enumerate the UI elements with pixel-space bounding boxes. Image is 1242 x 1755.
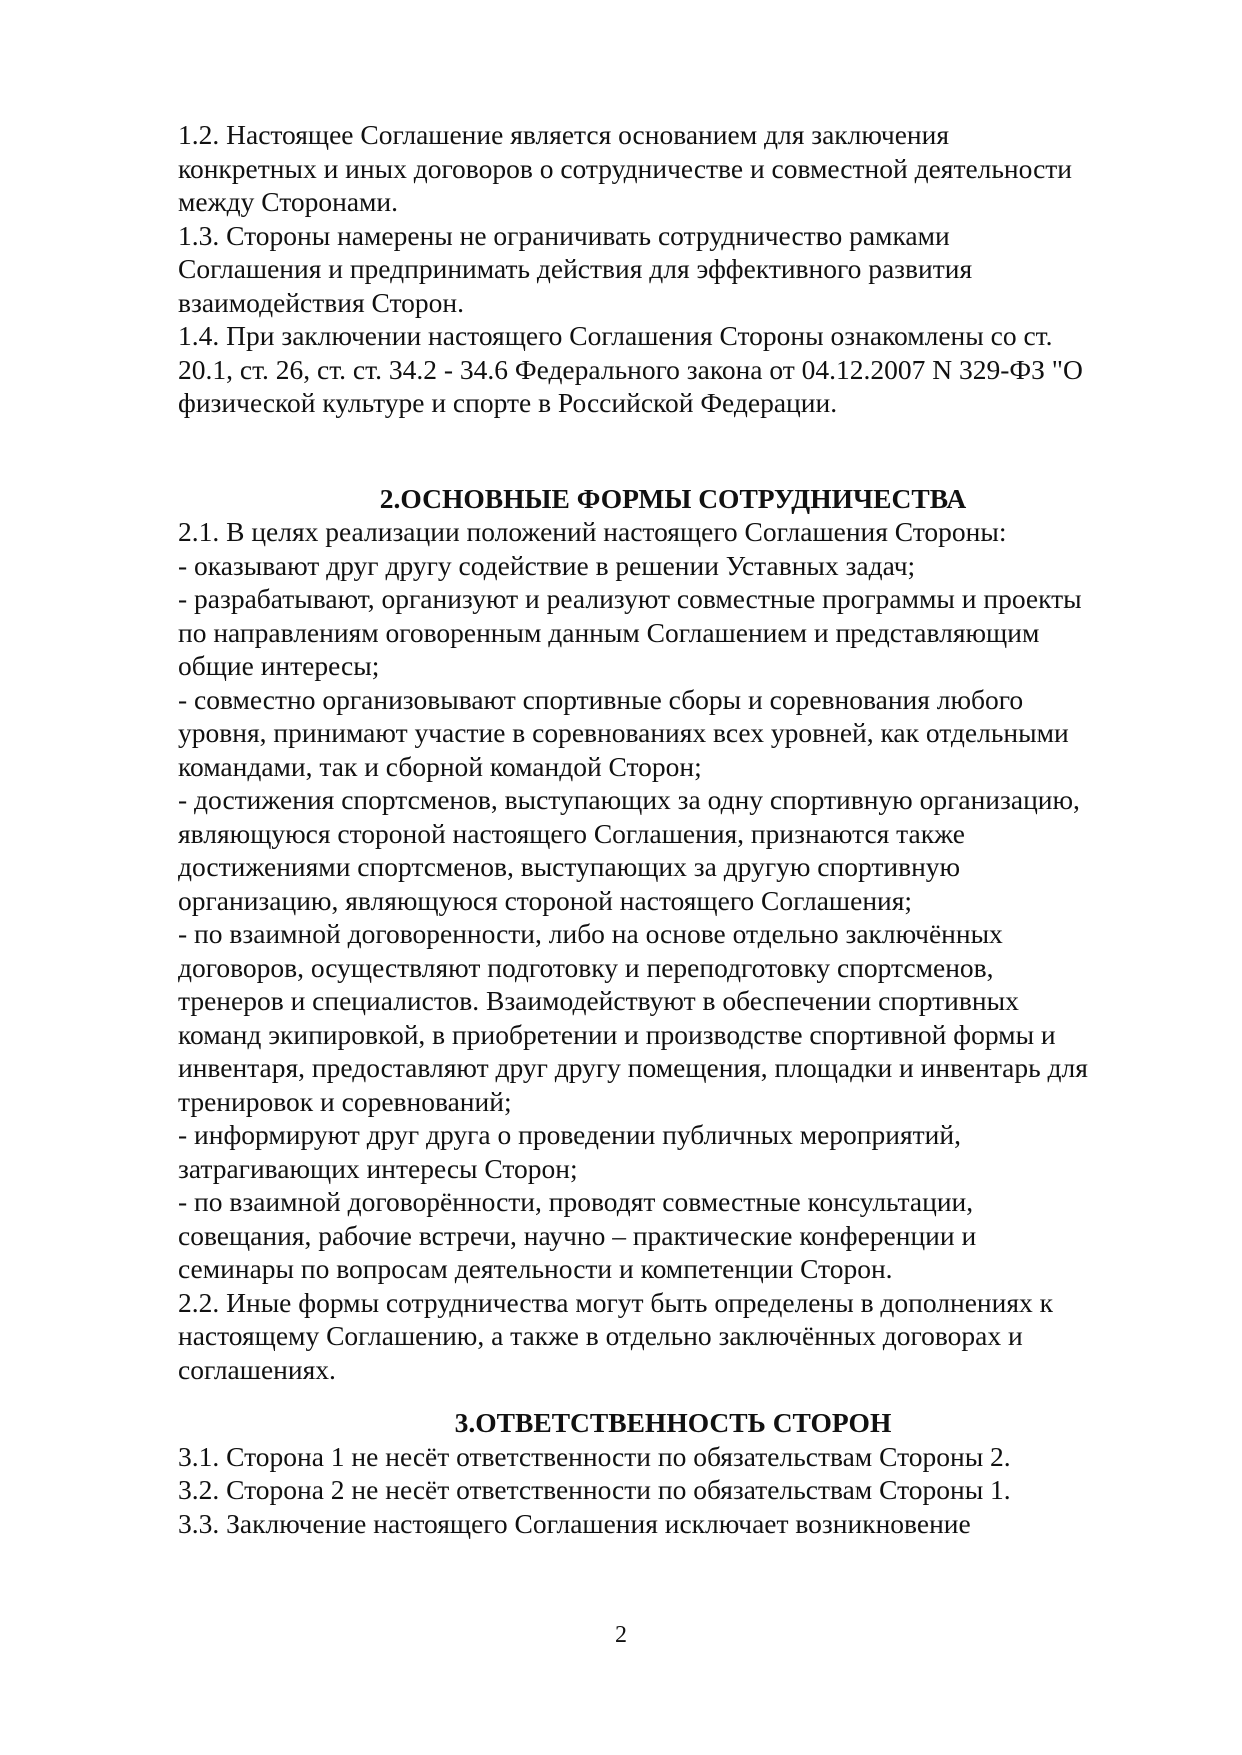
- text-line: семинары по вопросам деятельности и компетенции Сторон.: [178, 1253, 893, 1284]
- text-line: Соглашения и предпринимать действия для эффективного развития: [178, 253, 973, 284]
- text-line: 1.4. При заключении настоящего Соглашения Стороны ознакомлены со ст.: [178, 320, 1053, 351]
- text-line: физической культуре и спорте в Российской Федерации.: [178, 387, 838, 418]
- text-line: конкретных и иных договоров о сотрудничестве и совместной деятельности: [178, 152, 1073, 184]
- text-line: - достижения спортсменов, выступающих за одну спортивную организацию,: [178, 784, 1080, 815]
- text-line: 3.2. Сторона 2 не несёт ответственности по обязательствам Стороны 1.: [178, 1474, 1011, 1505]
- spacer: [178, 1386, 1168, 1406]
- section-3: [178, 1406, 1168, 1540]
- text-line: тренировок и соревнований;: [178, 1085, 512, 1117]
- section-heading: 2.ОСНОВНЫЕ ФОРМЫ СОТРУДНИЧЕСТВА: [379, 482, 967, 514]
- text-line: совещания, рабочие встречи, научно – практические конференции и: [178, 1219, 977, 1251]
- text-line: - оказывают друг другу содействие в решении Уставных задач;: [178, 549, 916, 581]
- text-line: 3.3. Заключение настоящего Соглашения исключает возникновение: [178, 1507, 971, 1539]
- text-line: настоящему Соглашению, а также в отдельно заключённых договорах и: [178, 1320, 1023, 1351]
- text-line: - совместно организовывают спортивные сборы и соревнования любого: [178, 683, 1024, 715]
- document-body: [178, 118, 1168, 1540]
- text-line: между Сторонами.: [178, 186, 399, 217]
- text-line: 2.1. В целях реализации положений настоящего Соглашения Стороны:: [178, 516, 1007, 547]
- text-line: 20.1, ст. 26, ст. ст. 34.2 - 34.6 Федерального закона от 04.12.2007 N 329-ФЗ "О: [178, 353, 1083, 385]
- section-2: [178, 482, 1168, 1387]
- text-line: - по взаимной договорённости, проводят совместные консультации,: [178, 1186, 974, 1217]
- text-line: достижениями спортсменов, выступающих за другую спортивную: [178, 851, 961, 882]
- text-line: соглашениях.: [178, 1353, 336, 1385]
- text-line: взаимодействия Сторон.: [178, 286, 464, 318]
- text-line: затрагивающих интересы Сторон;: [178, 1152, 578, 1184]
- text-line: 1.2. Настоящее Соглашение является основанием для заключения: [178, 119, 949, 150]
- text-line: 1.3. Стороны намерены не ограничивать сотрудничество рамками: [178, 219, 950, 251]
- text-line: тренеров и специалистов. Взаимодействуют в обеспечении спортивных: [178, 985, 1019, 1016]
- text-line: команд экипировкой, в приобретении и производстве спортивной формы и: [178, 1018, 1056, 1050]
- text-line: инвентаря, предоставляют друг другу помещения, площадки и инвентарь для: [178, 1052, 1088, 1083]
- text-line: организацию, являющуюся стороной настоящего Соглашения;: [178, 884, 913, 916]
- section-1-text: [178, 118, 1168, 420]
- text-line: по направлениям оговоренным данным Соглашением и представляющим: [178, 616, 1040, 648]
- text-line: уровня, принимают участие в соревнованиях всех уровней, как отдельными: [178, 717, 1069, 748]
- text-line: общие интересы;: [178, 650, 380, 681]
- spacer: [178, 420, 1168, 482]
- text-line: являющуюся стороной настоящего Соглашения, признаются также: [178, 817, 965, 849]
- text-line: 2.2. Иные формы сотрудничества могут быть определены в дополнениях к: [178, 1286, 1053, 1318]
- text-line: 3.1. Сторона 1 не несёт ответственности по обязательствам Стороны 2.: [178, 1440, 1011, 1472]
- text-line: - по взаимной договоренности, либо на основе отдельно заключённых: [178, 918, 1003, 949]
- section-heading: 3.ОТВЕТСТВЕННОСТЬ СТОРОН: [454, 1407, 892, 1438]
- text-line: - разрабатывают, организуют и реализуют совместные программы и проекты: [178, 583, 1082, 614]
- page-number: 2: [615, 1622, 627, 1648]
- text-line: - информируют друг друга о проведении публичных мероприятий,: [178, 1119, 961, 1150]
- text-line: командами, так и сборной командой Сторон;: [178, 750, 702, 782]
- text-line: договоров, осуществляют подготовку и переподготовку спортсменов,: [178, 951, 994, 983]
